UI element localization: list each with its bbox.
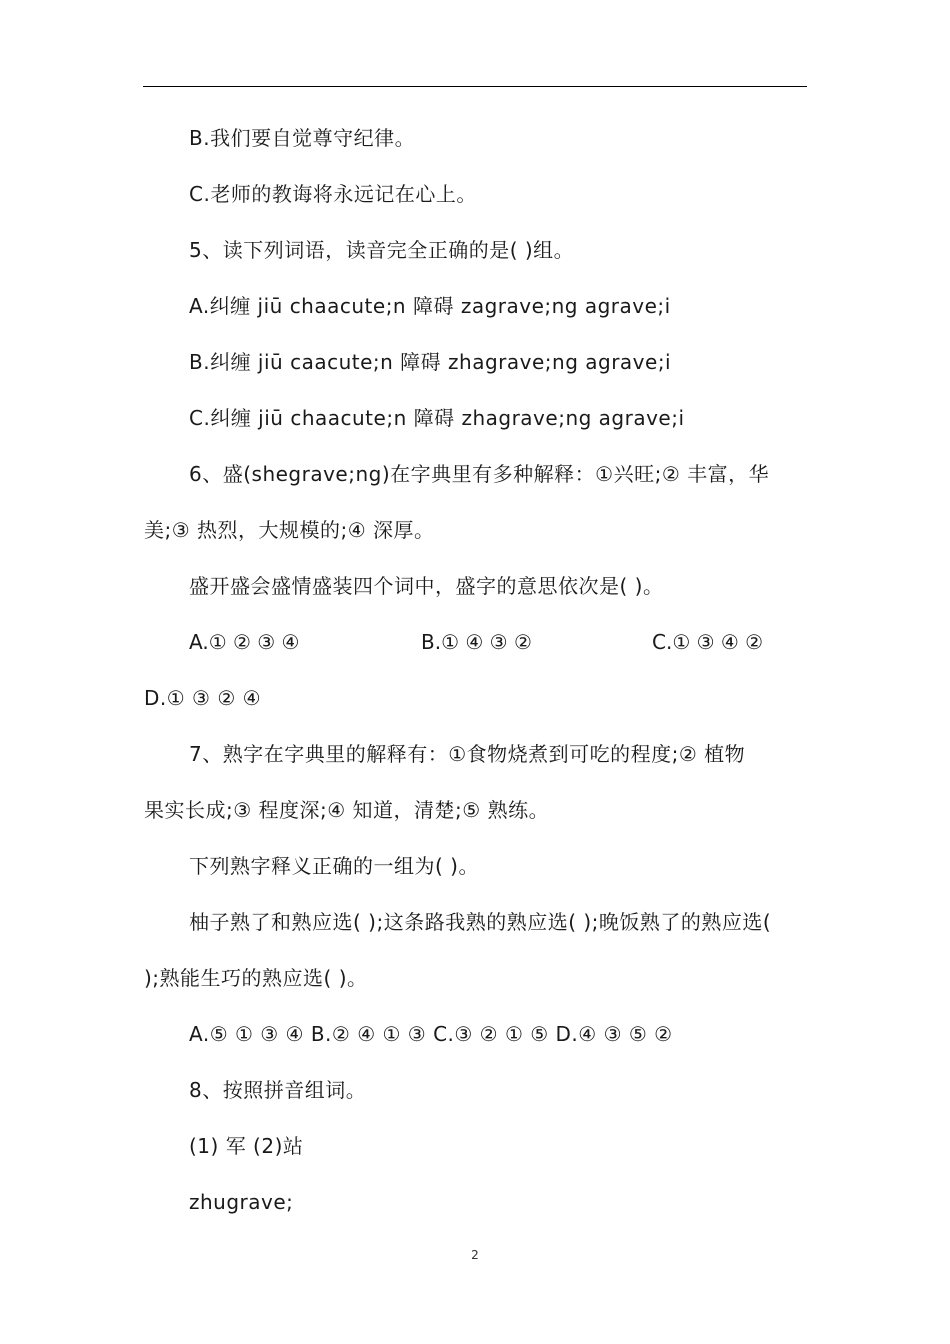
question-7-fill: 柚子熟了和熟应选( );这条路我熟的熟应选( );晚饭熟了的熟应选( bbox=[189, 910, 772, 934]
option-b-q6: B.① ④ ③ ② bbox=[421, 630, 532, 654]
question-6-prompt: 盛开盛会盛情盛装四个词中，盛字的意思依次是( )。 bbox=[189, 574, 664, 598]
option-a-q6: A.① ② ③ ④ bbox=[189, 630, 300, 654]
question-5: 5、读下列词语，读音完全正确的是( )组。 bbox=[189, 238, 575, 262]
options-row-q6 bbox=[0, 628, 950, 656]
options-q7: A.⑤ ① ③ ④ B.② ④ ① ③ C.③ ② ① ⑤ D.④ ③ ⑤ ② bbox=[189, 1022, 673, 1046]
question-6: 6、盛(shegrave;ng)在字典里有多种解释：①兴旺;② 丰富，华 bbox=[189, 462, 770, 486]
question-7-fill-cont: );熟能生巧的熟应选( )。 bbox=[144, 966, 368, 990]
question-7-prompt: 下列熟字释义正确的一组为( )。 bbox=[189, 854, 479, 878]
option-b-q5: B.纠缠 jiū caacute;n 障碍 zhagrave;ng agrave;i bbox=[189, 350, 672, 374]
option-c-q5: C.纠缠 jiū chaacute;n 障碍 zhagrave;ng agrave;i bbox=[189, 406, 685, 430]
option-b-q4: B.我们要自觉尊守纪律。 bbox=[189, 126, 416, 150]
question-6-cont: 美;③ 热烈，大规模的;④ 深厚。 bbox=[144, 518, 435, 542]
page-number: 2 bbox=[471, 1248, 479, 1262]
option-a-q5: A.纠缠 jiū chaacute;n 障碍 zagrave;ng agrave;i bbox=[189, 294, 671, 318]
question-8-items: (1) 军 (2)站 bbox=[189, 1134, 304, 1158]
question-8-pinyin: zhugrave; bbox=[189, 1190, 294, 1214]
option-c-q4: C.老师的教诲将永远记在心上。 bbox=[189, 182, 477, 206]
question-7-cont: 果实长成;③ 程度深;④ 知道，清楚;⑤ 熟练。 bbox=[144, 798, 550, 822]
header-rule bbox=[143, 86, 807, 87]
question-7: 7、熟字在字典里的解释有：①食物烧煮到可吃的程度;② 植物 bbox=[189, 742, 746, 766]
option-c-q6: C.① ③ ④ ② bbox=[652, 630, 764, 654]
option-d-q6: D.① ③ ② ④ bbox=[144, 686, 262, 710]
question-8: 8、按照拼音组词。 bbox=[189, 1078, 367, 1102]
